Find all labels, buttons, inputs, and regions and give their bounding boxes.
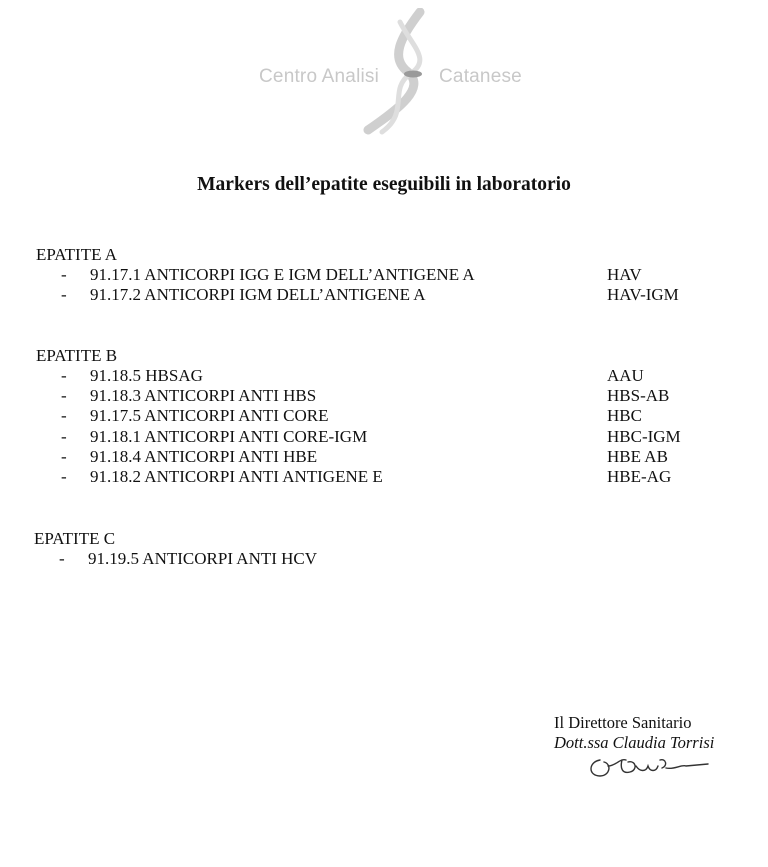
- exam-abbreviation: HBE-AG: [607, 466, 672, 486]
- exam-abbreviation: HBC-IGM: [607, 426, 681, 446]
- exam-abbreviation: HAV-IGM: [607, 285, 679, 305]
- list-item: [36, 406, 736, 426]
- list-item: [36, 386, 736, 406]
- exam-abbreviation: HBS-AB: [607, 386, 670, 406]
- list-dash: -: [59, 549, 65, 568]
- list-dash: -: [61, 466, 67, 486]
- section-epatite-a: [36, 245, 736, 305]
- list-item: [36, 427, 736, 447]
- list-dash: -: [61, 386, 67, 406]
- list-dash: -: [61, 366, 67, 385]
- list-item: [36, 467, 736, 487]
- list-item: [36, 447, 736, 467]
- list-item: [36, 366, 736, 386]
- signer-role: Il Direttore Sanitario: [554, 713, 692, 732]
- list-dash: -: [61, 406, 67, 426]
- section-epatite-b: [36, 346, 736, 487]
- exam-abbreviation: HBC: [607, 406, 642, 426]
- list-dash: -: [61, 446, 67, 466]
- list-item: [34, 549, 734, 569]
- section-heading: EPATITE A: [36, 245, 118, 264]
- signature-block: [554, 713, 714, 753]
- handwritten-signature: [586, 752, 710, 782]
- exam-description: 91.18.5 HBSAG: [90, 366, 203, 385]
- list-item: [36, 285, 736, 305]
- section-heading: EPATITE B: [36, 346, 118, 365]
- exam-abbreviation: HBE AB: [607, 446, 668, 466]
- exam-description: 91.17.2 ANTICORPI IGM DELL’ANTIGENE A: [90, 285, 426, 305]
- document-title: Markers dell’epatite eseguibili in laboratorio: [197, 174, 571, 195]
- exam-abbreviation: HAV: [607, 265, 642, 284]
- exam-description: 91.17.5 ANTICORPI ANTI CORE: [90, 406, 329, 426]
- exam-description: 91.17.1 ANTICORPI IGG E IGM DELL’ANTIGENE A: [90, 265, 475, 284]
- exam-description: 91.18.2 ANTICORPI ANTI ANTIGENE E: [90, 466, 383, 486]
- exam-description: 91.18.4 ANTICORPI ANTI HBE: [90, 446, 318, 466]
- lab-logo: [250, 8, 540, 136]
- signer-name: Dott.ssa Claudia Torrisi: [554, 733, 715, 752]
- list-dash: -: [61, 285, 67, 305]
- list-dash: -: [61, 265, 67, 284]
- exam-description: 91.18.3 ANTICORPI ANTI HBS: [90, 386, 317, 406]
- list-item: [36, 265, 736, 285]
- exam-abbreviation: AAU: [607, 366, 644, 385]
- section-heading: EPATITE C: [34, 529, 116, 548]
- logo-text-left: Centro Analisi: [259, 66, 380, 87]
- exam-description: 91.19.5 ANTICORPI ANTI HCV: [88, 549, 318, 568]
- exam-description: 91.18.1 ANTICORPI ANTI CORE-IGM: [90, 426, 368, 446]
- logo-text-right: Catanese: [439, 66, 522, 87]
- section-epatite-c: [34, 529, 734, 569]
- list-dash: -: [61, 426, 67, 446]
